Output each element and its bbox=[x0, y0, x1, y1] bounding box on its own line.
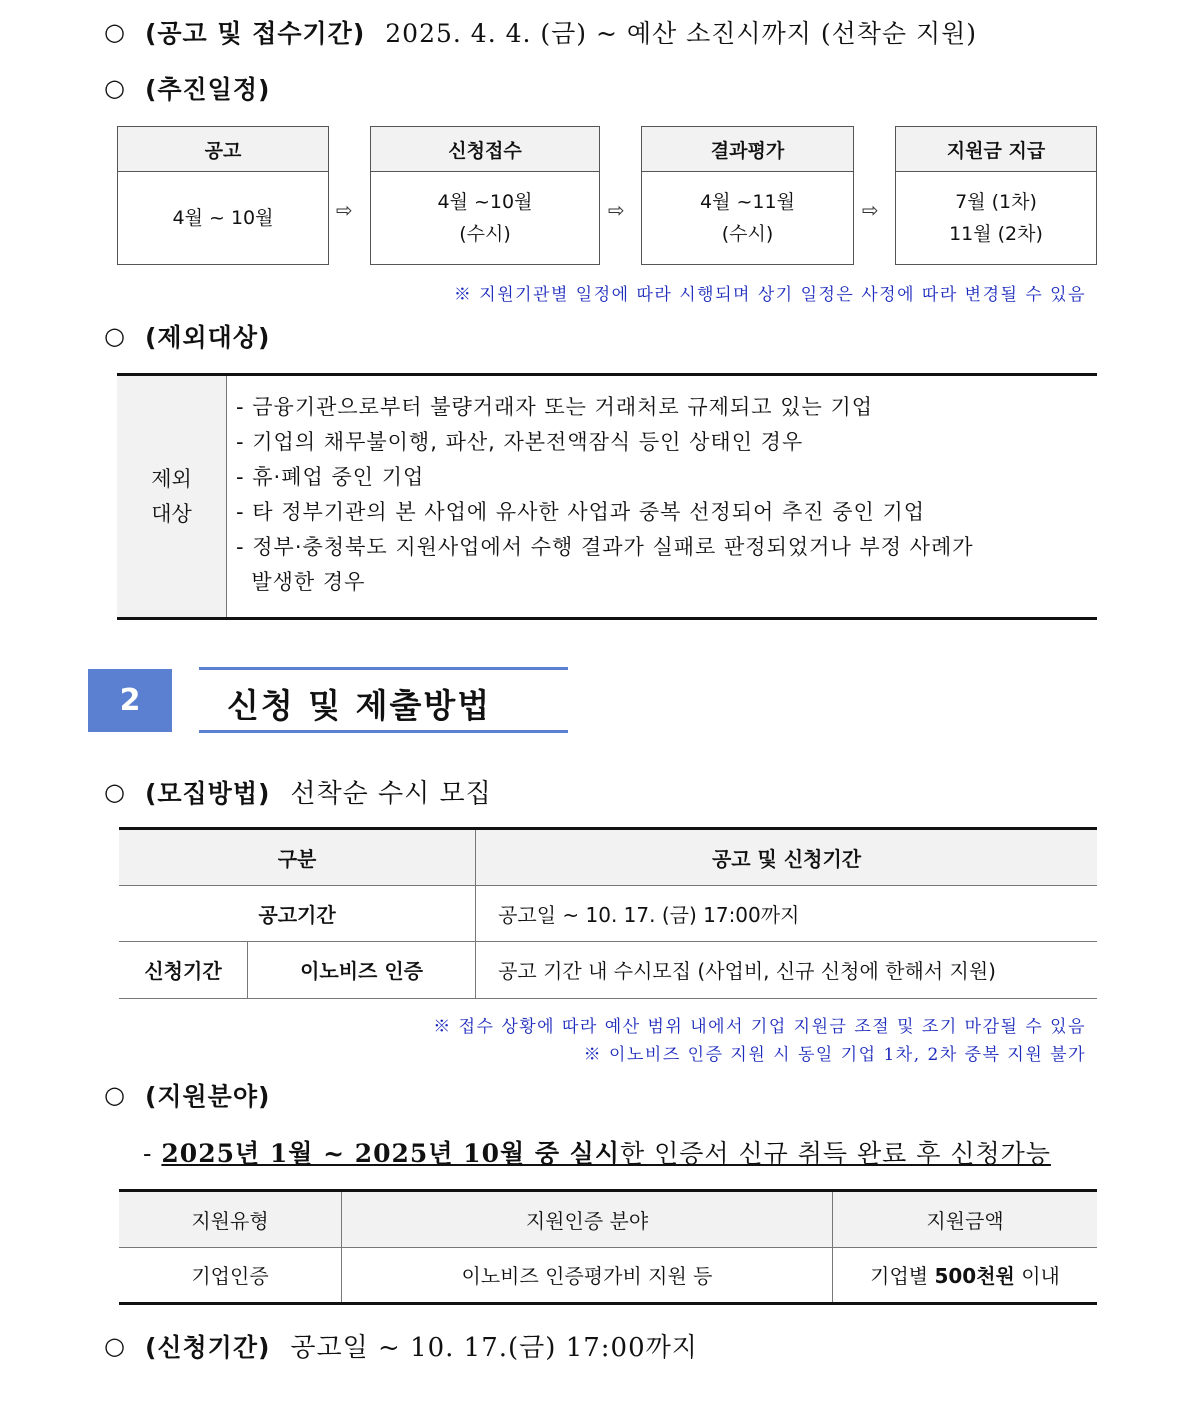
section-rule-bottom bbox=[199, 730, 568, 733]
header-cell: 지원유형 bbox=[119, 1192, 342, 1247]
side-line: 제외 bbox=[151, 466, 192, 491]
section-rule-top bbox=[199, 667, 568, 670]
schedule-label: (추진일정) bbox=[144, 75, 271, 104]
section-number-badge: 2 bbox=[88, 669, 172, 732]
step-line: (수시) bbox=[459, 222, 511, 245]
exclusion-item: - 타 정부기관의 본 사업에 유사한 사업과 중복 선정되어 추진 중인 기업 bbox=[236, 500, 926, 524]
apply-period-label: (신청기간) bbox=[144, 1332, 271, 1362]
table-bottom-rule bbox=[117, 617, 1097, 620]
exclusion-heading bbox=[104, 318, 270, 354]
exclusion-label: (제외대상) bbox=[144, 323, 271, 352]
row-label: 공고기간 bbox=[119, 885, 476, 941]
table-header-row bbox=[119, 830, 1097, 885]
step-title: 결과평가 bbox=[642, 127, 853, 172]
step-title: 지원금 지급 bbox=[896, 127, 1096, 172]
field-condition bbox=[143, 1134, 1051, 1170]
amount-prefix: 기업별 bbox=[870, 1264, 935, 1289]
step-line: 7월 (1차) bbox=[955, 190, 1037, 213]
table-row bbox=[119, 1247, 1097, 1302]
announce-label: (공고 및 접수기간) bbox=[144, 19, 366, 48]
bullet-icon: ○ bbox=[104, 74, 125, 102]
row-value: 공고일 ~ 10. 17. (금) 17:00까지 bbox=[476, 885, 1097, 941]
field-heading bbox=[104, 1077, 270, 1113]
schedule-step-apply bbox=[370, 126, 600, 265]
table-header-row bbox=[119, 1192, 1097, 1247]
schedule-heading bbox=[104, 70, 270, 106]
table-bottom-rule bbox=[119, 1302, 1097, 1305]
exclusion-item: - 휴·폐업 중인 기업 bbox=[236, 465, 425, 489]
arrow-right-icon: ⇨ bbox=[862, 198, 879, 222]
exclusion-item: 발생한 경우 bbox=[236, 570, 366, 594]
exclusion-item: - 기업의 채무불이행, 파산, 자본전액잠식 등인 상태인 경우 bbox=[236, 430, 804, 454]
header-cell: 공고 및 신청기간 bbox=[476, 830, 1097, 885]
exclusion-side-cell bbox=[117, 376, 227, 617]
step-title: 공고 bbox=[118, 127, 328, 172]
schedule-step-announce bbox=[117, 126, 329, 265]
table-top-rule bbox=[117, 373, 1097, 376]
schedule-step-payment bbox=[895, 126, 1097, 265]
schedule-note: ※ 지원기관별 일정에 따라 시행되며 상기 일정은 사정에 따라 변경될 수 있음 bbox=[453, 285, 1086, 305]
bullet-icon: ○ bbox=[104, 1331, 125, 1360]
row-sublabel: 이노비즈 인증 bbox=[248, 941, 476, 998]
announce-text: 2025. 4. 4. (금) ~ 예산 소진시까지 (선착순 지원) bbox=[385, 19, 978, 48]
step-line: 4월 ~11월 bbox=[700, 190, 795, 213]
recruit-note: ※ 접수 상황에 따라 예산 범위 내에서 기업 지원금 조절 및 조기 마감될 수 있음 bbox=[433, 1017, 1086, 1037]
recruit-text: 선착순 수시 모집 bbox=[290, 779, 492, 809]
area-cell: 이노비즈 인증평가비 지원 등 bbox=[342, 1247, 833, 1302]
condition-rest: 한 인증서 신규 취득 완료 후 신청가능 bbox=[619, 1139, 1051, 1168]
dash: - bbox=[143, 1139, 162, 1168]
exclusion-item: - 금융기관으로부터 불량거래자 또는 거래처로 규제되고 있는 기업 bbox=[236, 395, 874, 419]
amount-cell bbox=[833, 1247, 1098, 1302]
bullet-icon: ○ bbox=[104, 322, 125, 350]
arrow-right-icon: ⇨ bbox=[608, 198, 625, 222]
recruit-label: (모집방법) bbox=[144, 778, 271, 808]
bullet-icon: ○ bbox=[104, 1081, 125, 1109]
step-line: 4월 ~10월 bbox=[437, 190, 533, 213]
recruit-heading bbox=[104, 773, 492, 810]
step-title: 신청접수 bbox=[371, 127, 599, 172]
section-title: 신청 및 제출방법 bbox=[227, 686, 492, 725]
field-label: (지원분야) bbox=[144, 1082, 271, 1111]
apply-period-text: 공고일 ~ 10. 17.(금) 17:00까지 bbox=[290, 1333, 698, 1363]
bullet-icon: ○ bbox=[104, 777, 125, 806]
table-row bbox=[119, 885, 1097, 941]
bullet-icon: ○ bbox=[104, 18, 125, 46]
exclusion-list bbox=[236, 390, 974, 600]
header-cell: 지원금액 bbox=[833, 1192, 1098, 1247]
header-cell: 지원인증 분야 bbox=[342, 1192, 833, 1247]
header-cell: 구분 bbox=[119, 830, 476, 885]
exclusion-item: - 정부·충청북도 지원사업에서 수행 결과가 실패로 판정되었거나 부정 사례가 bbox=[236, 535, 974, 559]
row-value: 공고 기간 내 수시모집 (사업비, 신규 신청에 한해서 지원) bbox=[476, 941, 1097, 998]
recruit-table bbox=[119, 830, 1097, 999]
recruit-note: ※ 이노비즈 인증 지원 시 동일 기업 1차, 2차 중복 지원 불가 bbox=[583, 1045, 1086, 1065]
field-table bbox=[119, 1192, 1097, 1302]
step-line: 11월 (2차) bbox=[949, 222, 1043, 245]
apply-period-row bbox=[104, 1327, 698, 1364]
step-line: 4월 ~ 10월 bbox=[172, 206, 274, 229]
amount-value: 500천원 bbox=[934, 1264, 1015, 1289]
arrow-right-icon: ⇨ bbox=[336, 198, 353, 222]
step-line: (수시) bbox=[721, 222, 774, 245]
amount-suffix: 이내 bbox=[1014, 1264, 1060, 1289]
type-cell: 기업인증 bbox=[191, 1264, 269, 1289]
condition-emphasis: 2025년 1월 ~ 2025년 10월 중 실시 bbox=[161, 1139, 620, 1168]
side-line: 대상 bbox=[151, 501, 192, 526]
table-row bbox=[119, 941, 1097, 998]
row-label: 신청기간 bbox=[119, 941, 248, 998]
schedule-step-evaluate bbox=[641, 126, 854, 265]
announce-row bbox=[104, 14, 977, 50]
